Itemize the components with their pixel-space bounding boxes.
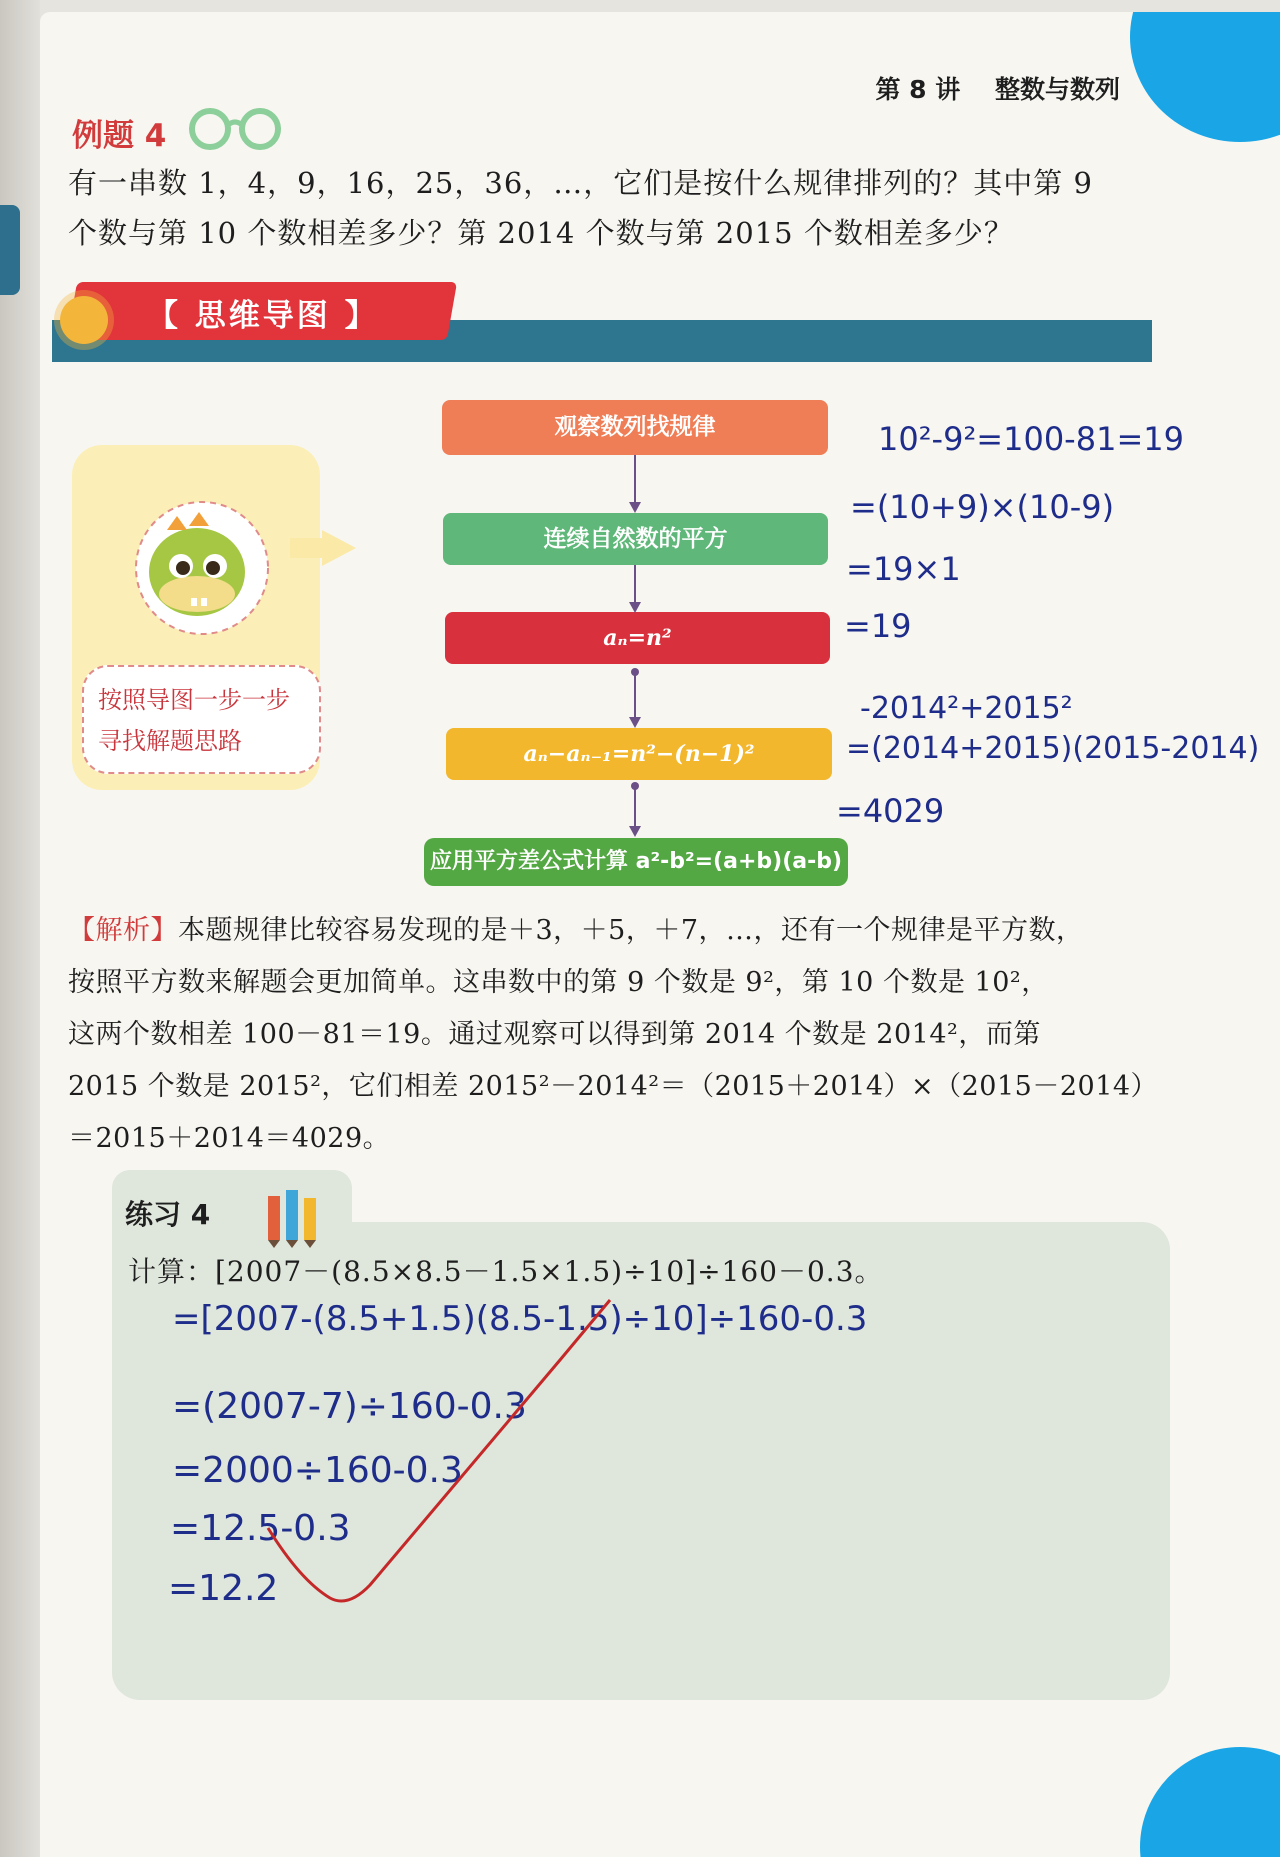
- hw-step-3: =2000÷160-0.3: [172, 1450, 463, 1491]
- flow-step-5: 应用平方差公式计算 a²-b²=(a+b)(a-b): [424, 838, 848, 886]
- analysis-line-2: 按照平方数来解题会更加简单。这串数中的第 9 个数是 9²，第 10 个数是 10²，: [68, 967, 1049, 998]
- problem-line-2: 个数与第 10 个数相差多少？第 2014 个数与第 2015 个数相差多少？: [68, 216, 1014, 250]
- flow-step-4: aₙ−aₙ₋₁=n²−(n−1)²: [446, 728, 832, 780]
- helper-text: 按照导图一步一步寻找解题思路: [98, 686, 290, 755]
- hw-step-1: =[2007-(8.5+1.5)(8.5-1.5)÷10]÷160-0.3: [172, 1299, 868, 1339]
- practice-title: 练习 4: [125, 1198, 211, 1231]
- practice-question: 计算：[2007－(8.5×8.5－1.5×1.5)÷10]÷160－0.3。: [128, 1255, 884, 1288]
- chapter-number: 第 8 讲: [875, 75, 961, 104]
- hw-line-2: =(10+9)×(10-9): [850, 488, 1115, 526]
- flow-step-2: 连续自然数的平方: [443, 513, 828, 565]
- hw-step-2: =(2007-7)÷160-0.3: [172, 1386, 527, 1427]
- analysis-line-5: ＝2015＋2014＝4029。: [68, 1123, 391, 1154]
- flow-step-1: 观察数列找规律: [442, 400, 828, 455]
- hw-step-5: =12.2: [168, 1568, 279, 1609]
- hw-line-4: =19: [844, 607, 912, 645]
- chapter-topic: 整数与数列: [994, 75, 1120, 104]
- banner-label: 【 思维导图 】: [147, 298, 379, 334]
- example-title: 例题 4: [72, 118, 167, 154]
- analysis-line-1: 本题规律比较容易发现的是＋3，＋5，＋7，…，还有一个规律是平方数，: [178, 915, 1084, 946]
- analysis-line-3: 这两个数相差 100－81＝19。通过观察可以得到第 2014 个数是 2014²，而第: [68, 1019, 1041, 1050]
- hw-line-7: =4029: [836, 792, 945, 830]
- hw-line-5: -2014²+2015²: [860, 691, 1073, 726]
- flow-step-3: aₙ=n²: [445, 612, 830, 664]
- analysis-line-4: 2015 个数是 2015²，它们相差 2015²－2014²＝（2015＋2014）×（2015－2014）: [68, 1071, 1159, 1102]
- problem-line-1: 有一串数 1，4，9，16，25，36，…，它们是按什么规律排列的？其中第 9: [68, 166, 1093, 200]
- hw-line-1: 10²-9²=100-81=19: [878, 420, 1184, 458]
- analysis-tag: 【解析】: [68, 915, 178, 946]
- hw-line-6: =(2014+2015)(2015-2014): [846, 731, 1260, 766]
- hw-step-4: =12.5-0.3: [170, 1508, 351, 1549]
- hw-line-3: =19×1: [846, 550, 961, 588]
